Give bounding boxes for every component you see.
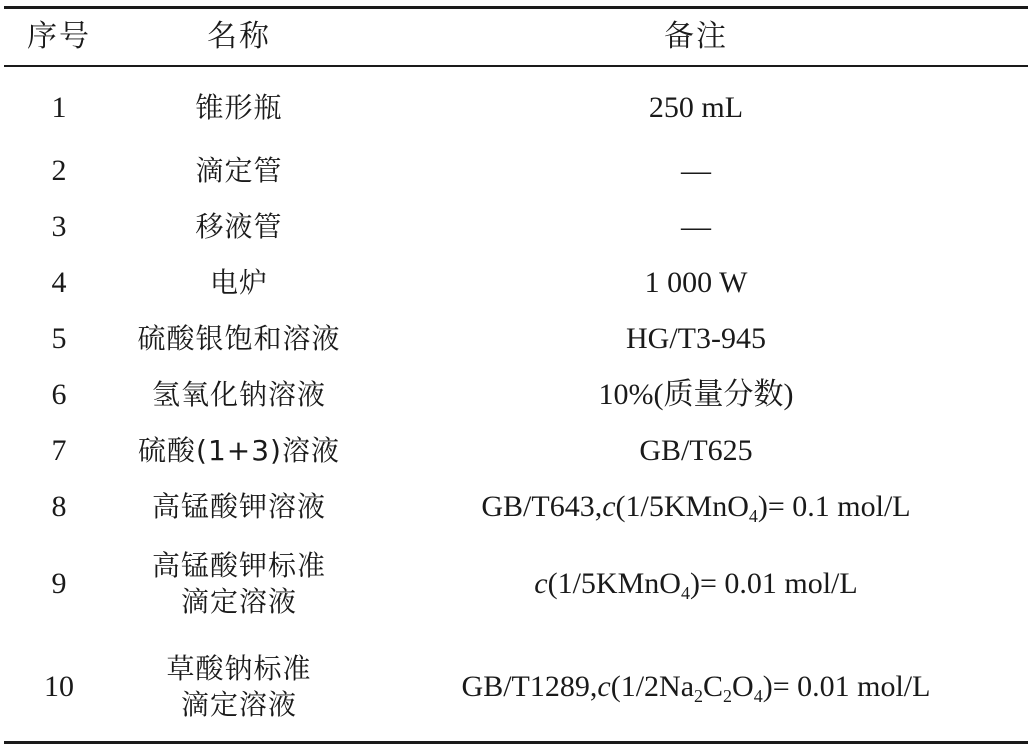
note-c-symbol: c [602, 490, 616, 523]
row-name: 高锰酸钾溶液 [151, 490, 326, 523]
row-note: GB/T625 [639, 434, 753, 467]
note-subscript: 4 [753, 686, 763, 706]
note-c-symbol: c [534, 567, 548, 600]
reagent-table [4, 6, 1028, 744]
row-name-line: 滴定溶液 [180, 585, 297, 618]
table-body [4, 66, 1028, 743]
row-name: 硫酸(1+3)溶液 [138, 434, 340, 467]
row-note [364, 633, 1028, 743]
note-prefix: GB/T1289, [461, 670, 598, 703]
row-note: 1 000 W [644, 266, 748, 299]
row-note [364, 535, 1028, 633]
row-name-line: 滴定溶液 [180, 688, 297, 721]
row-no: 7 [51, 434, 67, 467]
table-row [4, 66, 1028, 143]
row-name: 硫酸银饱和溶液 [137, 322, 341, 355]
table-row [4, 535, 1028, 633]
table-row [4, 255, 1028, 311]
table-row [4, 479, 1028, 535]
table-row [4, 311, 1028, 367]
row-note: HG/T3-945 [626, 322, 766, 355]
header-no: 序号 [27, 19, 91, 54]
row-note: — [681, 210, 711, 243]
header-name: 名称 [207, 19, 271, 54]
note-subscript: 2 [723, 686, 733, 706]
note-prefix: GB/T643, [481, 490, 603, 523]
row-name: 滴定管 [195, 154, 283, 187]
row-no: 9 [51, 567, 67, 600]
note-subscript: 4 [748, 506, 758, 526]
note-formula-mid: O [732, 670, 754, 703]
row-name: 移液管 [195, 210, 283, 243]
note-formula-close: )= 0.1 mol/L [757, 490, 911, 523]
table-row [4, 199, 1028, 255]
header-row [4, 8, 1028, 67]
note-subscript: 4 [680, 583, 690, 603]
row-no: 3 [51, 210, 67, 243]
row-name [114, 535, 364, 633]
row-name-line: 高锰酸钾标准 [151, 549, 326, 582]
row-no: 1 [51, 91, 67, 124]
row-note: 10%(质量分数) [598, 378, 794, 411]
note-formula-open: (1/5KMnO [547, 567, 681, 600]
row-note: 250 mL [648, 91, 744, 124]
note-subscript: 2 [694, 686, 704, 706]
note-formula-mid: C [703, 670, 724, 703]
row-name-line: 草酸钠标准 [166, 652, 312, 685]
note-formula-close: )= 0.01 mol/L [689, 567, 858, 600]
row-no: 10 [44, 670, 74, 703]
table-row [4, 143, 1028, 199]
row-note [364, 479, 1028, 535]
row-no: 5 [51, 322, 67, 355]
reagent-table-container [4, 6, 1028, 744]
note-formula-close: )= 0.01 mol/L [762, 670, 931, 703]
table-row [4, 367, 1028, 423]
header-note: 备注 [664, 19, 728, 54]
row-name [114, 633, 364, 743]
note-formula-open: (1/5KMnO [615, 490, 749, 523]
table-header [4, 8, 1028, 67]
table-row [4, 633, 1028, 743]
note-c-symbol: c [597, 670, 611, 703]
note-formula-open: (1/2Na [610, 670, 695, 703]
row-no: 8 [51, 490, 67, 523]
row-name: 电炉 [209, 266, 268, 299]
table-row [4, 423, 1028, 479]
row-no: 2 [51, 154, 67, 187]
row-name: 氢氧化钠溶液 [151, 378, 326, 411]
row-no: 4 [51, 266, 67, 299]
row-note: — [681, 154, 711, 187]
row-name: 锥形瓶 [195, 91, 283, 124]
row-no: 6 [51, 378, 67, 411]
